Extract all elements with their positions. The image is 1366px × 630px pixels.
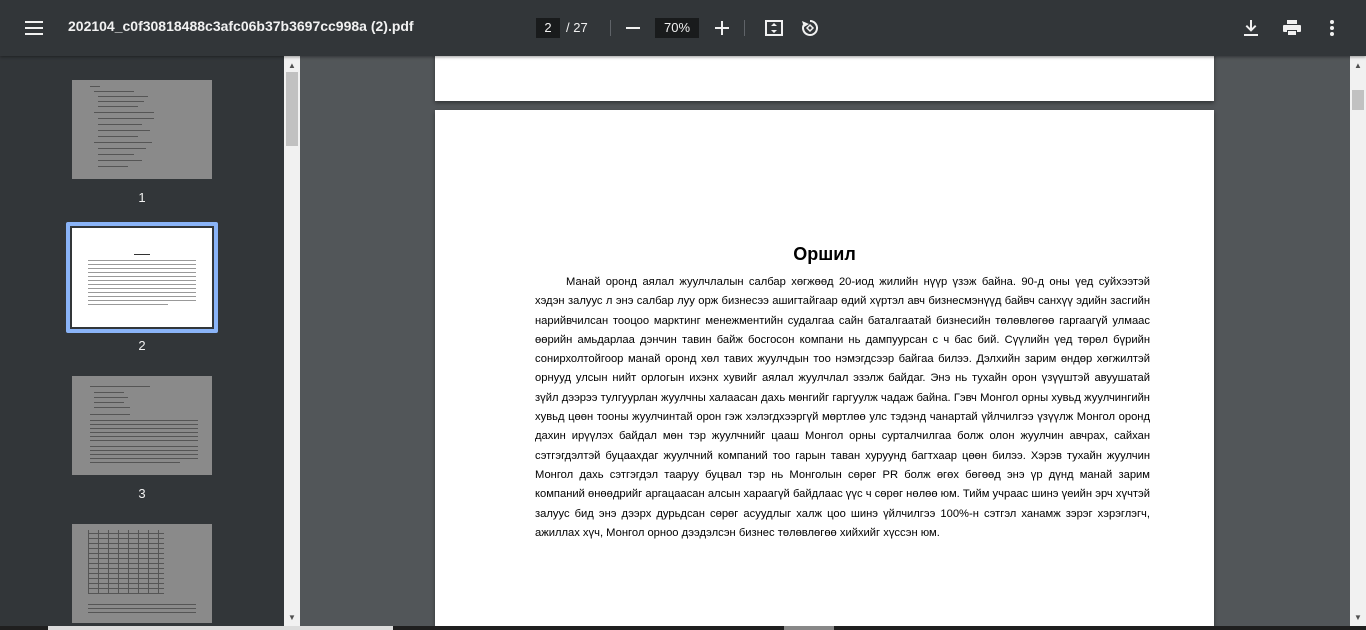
fit-page-icon[interactable] (758, 12, 790, 44)
pdf-toolbar (0, 0, 1366, 56)
sidebar-scrollbar-thumb[interactable] (286, 72, 298, 146)
print-icon[interactable] (1276, 12, 1308, 44)
page-heading: Оршил (793, 244, 856, 264)
bottom-bar-segment (48, 626, 393, 630)
document-viewer (300, 56, 1350, 626)
table-thumbnail (88, 530, 164, 594)
thumbnail-page-4[interactable] (72, 524, 212, 623)
page-body-text: Манай оронд аялал жуулчлалын салбар хөгжөөд 20-иод жилийн нүүр үзэж байна. 90-д оны үед суйхээтэй хэдэн залуус л энэ салбар луу орж бизнесээ ашигтайгаар өдий хүртэл авч бизнесмэнүүд байвч санхүү эдийн засгийн нарийвчилсан тооцоо марктинг менежментийн судалгаа сайн баталгаатай бизнесийн төлөвлөгөө гаргаагүй улмаас өөрийн амьдарлаа дэнчин тавин байж босгосон компани нь дампуурсан с ч бас бий. Сүүлийн үед төрөл бүрийн сонирхолтойгоор манай оронд хөл тавих жуулчдын тоо нэмэгдсээр байгаа билээ. Дэлхийн зарим өндөр хөгжилтэй орнууд улсын нийт орлогын ихэнх хувийг аялал жуулчлал эзэлж байдаг. Энэ нь тухайн орон үзүүштэй авуушатай зүйл дээрээ тулгуурлан жуулчны халаасан дахь мөнгийг гаргуулж чадаж байна. Гэвч Монгол орны хувьд жуулчингийн хувьд цөөн тооны жуулчинтай орон гэж хэлэгдхээргүй мөртлөө улс тэдэнд чанартай үйлчилгээ үзүүлж Монгол оронд дахин ирүүлэх байдал мөн тэр жуулчнийг цааш Монгол орны сурталчилгаа болж олон жуулчин авчрах, сайхан сэтгэгдэлтэй буцаахдаг жуулчний компаний тоо гарын таван хуруунд багтхаар цөөн билээ. Хэрэв тухайн жуулчин Монгол дахь сэтгэгдэл тааруу буцвал тэр нь Монголын сөрөг PR болж өгөх бөгөөд энэ үр дүнд манай зарим компаний өнөөдрийг аргацаасан алсын хараагүй байдлаас үүс ч сөрөг нөлөө юм. Тийм учраас шинэ үеийн эрч хүчтэй залуус бид энэ дээрх дурьдсан сөрөг асуудлыг халж цоо шинэ үйлчилгээ 100%-н сэтгэл ханамж зэрэг хэрэглэгч, ажиллах хүч, Монгол орноо дээдэлсэн бизнес төлөвлөгөө хийхийг хүссэн юм. (535, 276, 1150, 539)
thumbnail-page-1[interactable] (72, 80, 212, 179)
more-vert-icon[interactable] (1316, 12, 1348, 44)
sidebar-scrollbar[interactable] (284, 56, 300, 626)
viewer-scrollbar[interactable] (1350, 56, 1366, 626)
page-total: / 27 (566, 20, 588, 35)
document-title: 202104_c0f30818488c3afc06b37b3697cc998a (2).pdf (68, 18, 414, 34)
rotate-icon[interactable] (794, 12, 826, 44)
scroll-down-arrow-icon[interactable]: ▼ (288, 612, 296, 622)
toolbar-divider (610, 20, 611, 36)
page-number-input[interactable]: 2 (536, 18, 560, 38)
thumbnail-label: 2 (138, 338, 146, 353)
viewer-scrollbar-thumb[interactable] (1352, 90, 1364, 110)
scroll-up-arrow-icon[interactable]: ▲ (288, 60, 296, 70)
thumbnail-label: 3 (138, 486, 146, 501)
thumbnail-sidebar (0, 56, 300, 626)
zoom-in-icon[interactable] (706, 12, 738, 44)
bottom-bar-segment (784, 626, 834, 630)
pdf-page-2 (435, 110, 1214, 626)
pdf-page-1 (435, 56, 1214, 101)
thumbnail-label: 1 (138, 190, 146, 205)
toolbar-divider (744, 20, 745, 36)
scroll-up-arrow-icon[interactable]: ▲ (1354, 60, 1362, 70)
zoom-level-input[interactable]: 70% (655, 18, 699, 38)
bottom-bar (0, 626, 1366, 630)
scroll-down-arrow-icon[interactable]: ▼ (1354, 612, 1362, 622)
thumbnail-page-3[interactable] (72, 376, 212, 475)
zoom-out-icon[interactable] (617, 12, 649, 44)
thumbnail-page-2[interactable] (72, 228, 212, 327)
download-icon[interactable] (1235, 12, 1267, 44)
hamburger-menu-icon[interactable] (18, 12, 50, 44)
